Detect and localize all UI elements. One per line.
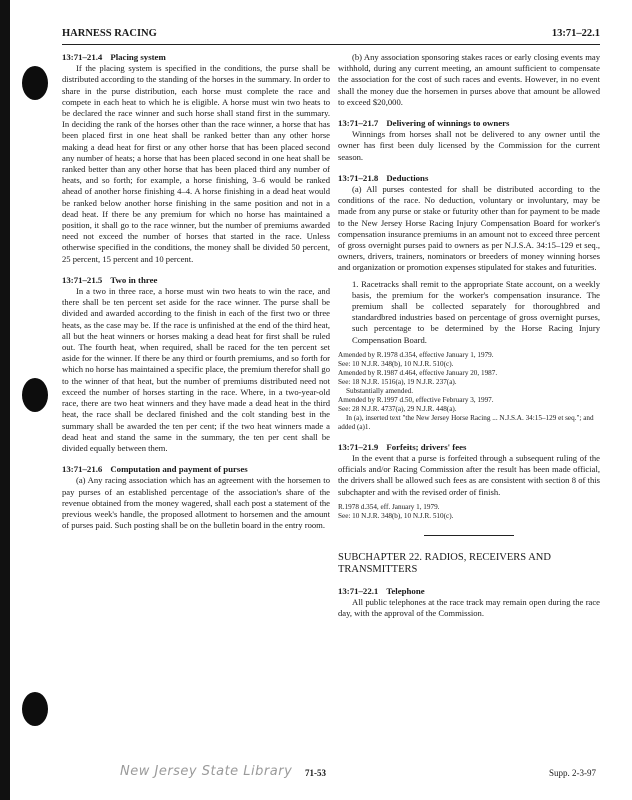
history-note: See: 28 N.J.R. 4737(a), 29 N.J.R. 448(a).: [338, 404, 457, 413]
page-number: 71-53: [305, 768, 326, 778]
section-heading: [338, 118, 600, 129]
section-title: Telephone: [386, 585, 425, 596]
history-note: See: 18 N.J.R. 1516(a), 19 N.J.R. 237(a).: [338, 377, 457, 386]
punch-hole: [22, 378, 48, 412]
section-body: (a) Any racing association which has an agreement with the horsemen to pay purses of an established percentage of the association's share of the revenue obtained from the money wagered, shall each post a statement of the previous week's handle, the proposed allotment to horsemen and the amount of purses paid. Such posting shall be on the bulletin board in the entry room.: [62, 475, 330, 531]
section-heading: [338, 173, 600, 184]
history-notes: [338, 503, 600, 521]
history-note: Amended by R.1987 d.464, effective January 20, 1987.: [338, 368, 498, 377]
section-number: 13:71–21.8: [338, 172, 379, 183]
section-title: Placing system: [110, 52, 166, 62]
subchapter-title-line2: TRANSMITTERS: [338, 563, 418, 575]
history-note: Amended by R.1978 d.354, effective January 1, 1979.: [338, 350, 494, 359]
punch-hole: [22, 66, 48, 100]
section-title: Two in three: [110, 274, 158, 285]
section-body: In a two in three race, a horse must win two heats to win the race, and there shall be ten percent set aside for the race winner. The purse shall be divided and awarded according to the finish in each of the first two or three heats, as the case may be. If the race is unfinished at the end of the third heat, all but the heat winners or horses making a dead heat for first shall be ruled out. The fourth heat, when required, shall be raced for the ten percent set aside for the winner. If there be any third or fourth premiums, and so forth for which no horse has maintained a specific place, the premium therefor shall go to the winner of that heat, but the number of premiums distributed need not exceed the number of horses starting in the race. Where, in a two-year-old race, there are two heat winners and they have made a dead heat in the third heat, the race shall be declared finished and the colt standing best in the summary shall be awarded the ten per cent; if the two heat winners made a dead heat and stand the same in the summary, the ten per cent shall be divided equally between them.: [62, 286, 330, 453]
section-body: In the event that a purse is forfeited through a subsequent ruling of the officials and/or Racing Commission after the result has been made official, the drivers shall be allowed such fees as are consistent with section 8 of this subchapter and with the revised order of finish.: [338, 453, 600, 497]
left-column: [62, 52, 330, 531]
supplement-date: Supp. 2-3-97: [549, 768, 596, 778]
section-number: 13:71–22.1: [338, 585, 379, 596]
history-notes: [338, 351, 600, 432]
library-stamp: New Jersey State Library: [120, 764, 293, 779]
page-footer: [0, 766, 632, 786]
history-note: See: 10 N.J.R. 348(b), 10 N.J.R. 510(c).: [338, 359, 454, 368]
section-body: (a) All purses contested for shall be distributed according to the conditions of the race. No deduction, voluntary or involuntary, may be made from any purse or stake or futurity other than for payment to be made to the New Jersey Horse Racing Injury Compensation Board for worker's compensation insurance premiums in an amount not to exceed three percent of gross overnight purses paid to owners as per N.J.S.A. 34:15–129 et seq., owners, drivers, trainers, nominators or breeders of money winning horses and organization or promotion expenses stipulated for stakes and futurities.: [338, 184, 600, 273]
section-heading: [62, 464, 330, 475]
section-number: 13:71–21.7: [338, 118, 379, 129]
binding-edge: [0, 0, 10, 800]
history-note: See: 10 N.J.R. 348(b), 10 N.J.R. 510(c).: [338, 511, 454, 520]
section-title: Deductions: [386, 172, 429, 183]
section-number: 13:71–21.6: [62, 464, 103, 475]
right-column: [338, 52, 600, 620]
punch-hole: [22, 692, 48, 726]
running-head-title: HARNESS RACING: [62, 28, 157, 39]
history-note: In (a), inserted text "the New Jersey Horse Racing ... N.J.S.A. 34:15–129 et seq."; and added (a)1.: [338, 413, 594, 431]
section-body: Winnings from horses shall not be delivered to any owner until the owner has first been duly licensed by the Commission for the current season.: [338, 129, 600, 162]
history-note: Amended by R.1997 d.50, effective February 3, 1997.: [338, 395, 494, 404]
section-title: Delivering of winnings to owners: [386, 118, 510, 129]
section-title: Computation and payment of purses: [110, 464, 248, 475]
section-heading: [62, 52, 330, 63]
section-number: 13:71–21.4: [62, 52, 103, 62]
section-body: All public telephones at the race track may remain open during the race day, with the approval of the Commission.: [338, 597, 600, 619]
section-body: (b) Any association sponsoring stakes races or early closing events may withhold, during any current meeting, an amount sufficient to compensate the association for the cost of such races and events. However, in no event shall the money due the horsemen in purses above that amount be allowed to exceed $20,000.: [338, 52, 600, 107]
subchapter-title: SUBCHAPTER 22. RADIOS, RECEIVERS AND: [338, 551, 551, 563]
history-note: R.1978 d.354, eff. January 1, 1979.: [338, 502, 440, 511]
section-heading: [338, 586, 600, 597]
section-heading: [62, 275, 330, 286]
section-divider: [424, 535, 514, 536]
history-note: Substantially amended.: [346, 386, 414, 395]
section-heading: [338, 442, 600, 453]
list-item: 1. Racetracks shall remit to the appropriate State account, on a weekly basis, the premium for the worker's compensation insurance. The premium shall be collected separately for thoroughbred and standardbred industries based on percentage of gross overnight purses, such percentage to be determined by the Horse Racing Injury Compensation Board.: [352, 278, 600, 345]
section-title: Forfeits; drivers' fees: [386, 441, 467, 452]
running-head: [62, 26, 600, 45]
running-head-section: 13:71–22.1: [551, 28, 600, 39]
section-body: If the placing system is specified in the conditions, the purse shall be distributed according to the standing of the horses in the summary. In order to share in the purse distribution, each horse must complete the race and compete in each heat to which he is eligible. A horse must win two heats to be declared the race winner and such horse shall stand first in the summary. In deciding the rank of the horses other than the race winner, a horse that has been placed first in one heat shall be ranked better than any other horse making a dead heat for first or any other horse that has been placed second any number of heats; a horse that has been placed second in one heat shall be ranked better than any other horse that has been placed third any number of heats, and so forth; for example, a horse finishing, 3–6 would be ranked ahead of another horse finishing 4–4. A horse finishing in a dead heat would be ranked below another horse finishing in the same position and not in a dead heat. If there be any premium for which no horse has maintained a position, it shall go to the race winner, but the number of premiums awarded need not exceed the number of horses that started in the race. Unless otherwise specified in the conditions, the money shall be divided 50 percent, 25 percent, 15 percent and 10 percent.: [62, 63, 330, 264]
section-number: 13:71–21.9: [338, 441, 379, 452]
section-number: 13:71–21.5: [62, 274, 103, 285]
